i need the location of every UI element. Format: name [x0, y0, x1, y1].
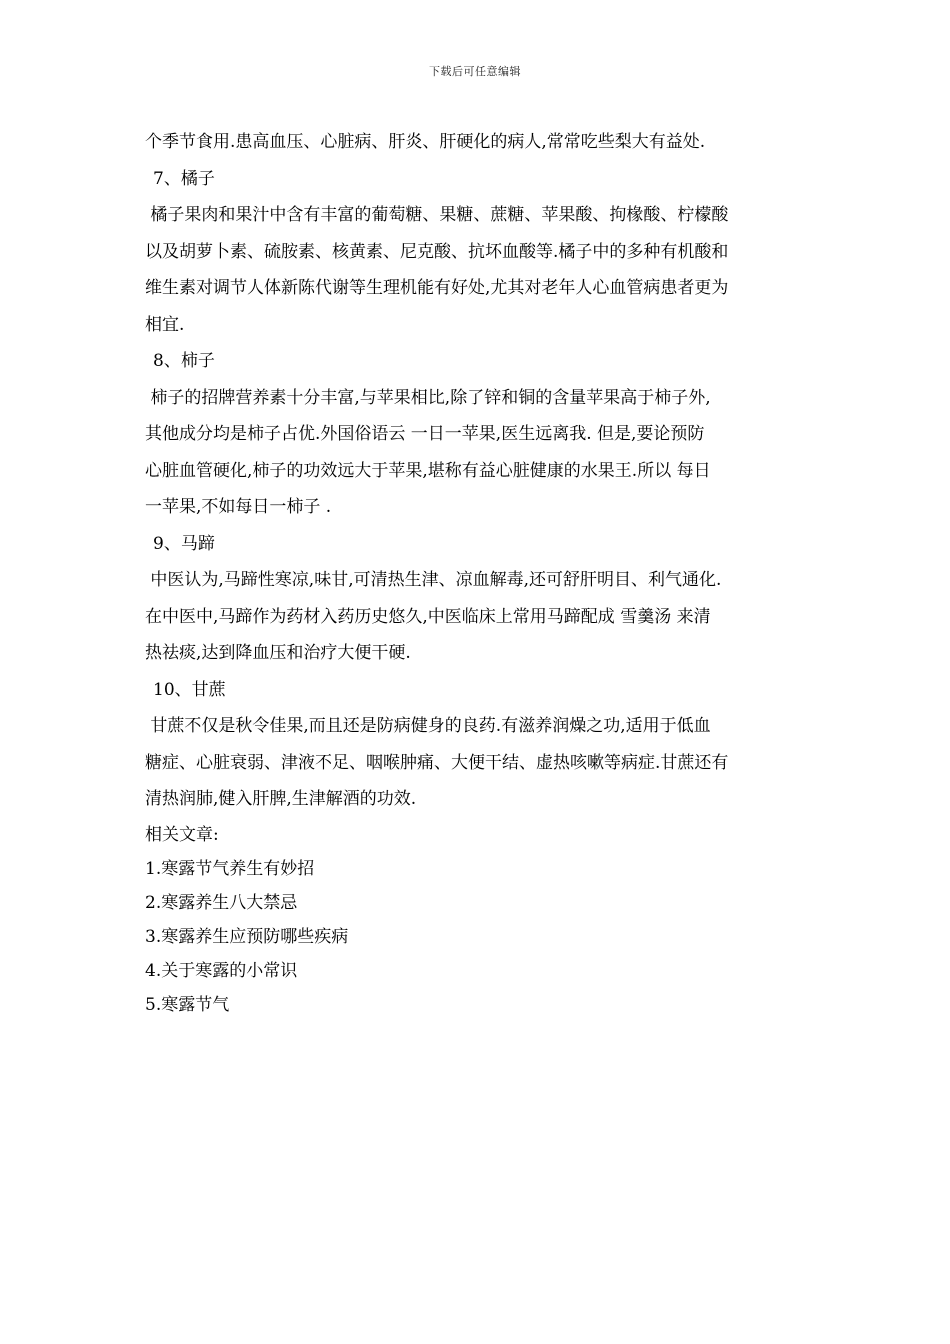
page-header: 下载后可任意编辑 — [429, 65, 521, 78]
related-article-link[interactable]: 5.寒露节气 — [145, 994, 230, 1015]
section-heading-persimmon: 8、柿子 — [153, 351, 215, 371]
paragraph-line: 在中医中,马蹄作为药材入药历史悠久,中医临床上常用马蹄配成 雪羹汤 来清 — [145, 606, 711, 627]
paragraph-line: 一苹果,不如每日一柿子 . — [145, 497, 332, 517]
related-article-link[interactable]: 3.寒露养生应预防哪些疾病 — [145, 926, 349, 947]
paragraph-line: 以及胡萝卜素、硫胺素、核黄素、尼克酸、抗坏血酸等.橘子中的多种有机酸和 — [145, 241, 729, 262]
paragraph-line: 清热润肺,健入肝脾,生津解酒的功效. — [145, 789, 417, 809]
related-articles-title: 相关文章: — [145, 824, 219, 845]
document-body — [145, 124, 815, 1022]
section-heading-sugarcane: 10、甘蔗 — [153, 679, 226, 700]
related-article-link[interactable]: 2.寒露养生八大禁忌 — [145, 892, 298, 913]
related-article-link[interactable]: 4.关于寒露的小常识 — [145, 960, 298, 981]
paragraph-line: 橘子果肉和果汁中含有丰富的葡萄糖、果糖、蔗糖、苹果酸、拘椽酸、柠檬酸 — [145, 205, 729, 225]
paragraph-line: 相宜. — [145, 314, 185, 335]
related-article-link[interactable]: 1.寒露节气养生有妙招 — [145, 858, 315, 879]
paragraph-line: 糖症、心脏衰弱、津液不足、咽喉肿痛、大便干结、虚热咳嗽等病症.甘蔗还有 — [145, 752, 729, 773]
intro-line: 个季节食用.患高血压、心脏病、肝炎、肝硬化的病人,常常吃些梨大有益处. — [145, 132, 706, 152]
paragraph-line: 其他成分均是柿子占优.外国俗语云 一日一苹果,医生远离我. 但是,要论预防 — [145, 424, 705, 444]
paragraph-line: 中医认为,马蹄性寒凉,味甘,可清热生津、凉血解毒,还可舒肝明目、利气通化. — [145, 570, 722, 590]
paragraph-line: 维生素对调节人体新陈代谢等生理机能有好处,尤其对老年人心血管病患者更为 — [145, 278, 729, 298]
section-heading-water-chestnut: 9、马蹄 — [153, 533, 215, 554]
section-heading-orange: 7、橘子 — [153, 168, 215, 189]
paragraph-line: 心脏血管硬化,柿子的功效远大于苹果,堪称有益心脏健康的水果王.所以 每日 — [145, 460, 711, 481]
paragraph-line: 甘蔗不仅是秋令佳果,而且还是防病健身的良药.有滋养润燥之功,适用于低血 — [145, 716, 711, 736]
paragraph-line: 柿子的招牌营养素十分丰富,与苹果相比,除了锌和铜的含量苹果高于柿子外, — [145, 387, 711, 408]
paragraph-line: 热祛痰,达到降血压和治疗大便干硬. — [145, 643, 411, 663]
